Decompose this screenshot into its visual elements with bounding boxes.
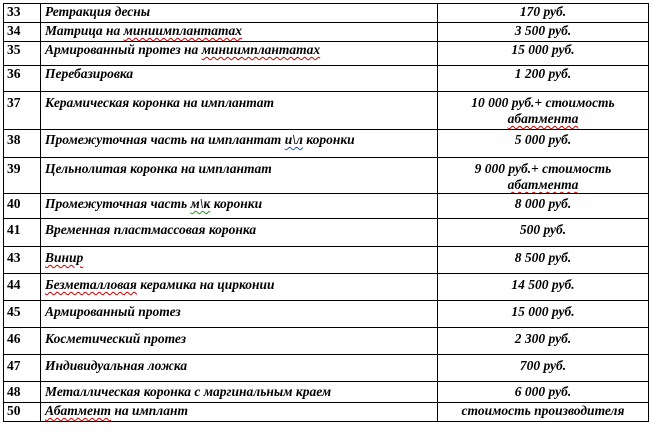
service-name [41,328,438,355]
table-row [4,219,649,247]
service-name [41,382,438,403]
price-value: 3 500 руб. [514,23,572,38]
service-text: Перебазировка [45,66,134,81]
row-number: 36 [4,66,41,92]
table-row [4,274,649,301]
price-cell [438,219,649,247]
row-number: 44 [4,274,41,301]
price-cell [438,92,649,130]
table-row [4,355,649,382]
price-value: 5 000 руб. [514,132,572,147]
price-cell [438,382,649,403]
row-number: 40 [4,194,41,219]
table-row [4,92,649,130]
service-text: Промежуточная часть на имплантат [45,132,285,147]
spellcheck-marked-word: Винир [45,250,84,265]
service-name [41,92,438,130]
price-cell [438,301,649,328]
service-text: Армированный протез [45,304,181,319]
price-value: 2 300 руб. [514,331,572,346]
price-cell [438,158,649,194]
spellcheck-marked-word: миниимплантатах [201,42,321,57]
price-cell [438,130,649,158]
grammar-marked-word: и\л [284,132,303,147]
row-number: 35 [4,42,41,66]
service-name [41,194,438,219]
price-cell [438,23,649,42]
price-value: 15 000 руб. [511,304,575,319]
service-text-tail: коронки [302,132,355,147]
price-cell [438,194,649,219]
row-number: 37 [4,92,41,130]
price-cell [438,403,649,422]
service-text: Временная пластмассовая коронка [45,222,257,237]
service-text: Металлическая коронка с маргинальным краем [45,384,332,399]
table-row [4,328,649,355]
price-cell [438,274,649,301]
service-text-tail: керамика на цирконии [136,277,275,292]
row-number: 46 [4,328,41,355]
row-number: 43 [4,247,41,274]
service-name [41,274,438,301]
table-row [4,4,649,23]
service-name [41,130,438,158]
service-text: Керамическая коронка на имплантат [45,95,275,110]
spellcheck-marked-word: Безметалловая [45,277,137,292]
price-value: 700 руб. [519,358,567,373]
service-name [41,403,438,422]
price-value: 15 000 руб. [511,42,575,57]
row-number: 48 [4,382,41,403]
price-value: 8 500 руб. [514,250,572,265]
price-value: 500 руб. [519,222,567,237]
service-name [41,23,438,42]
table-row [4,247,649,274]
table-row [4,42,649,66]
price-cell [438,355,649,382]
price-value: 6 000 руб. [514,384,572,399]
table-row [4,130,649,158]
price-table [3,3,649,422]
service-name [41,42,438,66]
table-row [4,66,649,92]
service-text: Цельнолитая коронка на имплантат [45,161,272,176]
service-text: Ретракция десны [45,4,151,19]
price-cell [438,328,649,355]
service-name [41,247,438,274]
spellcheck-marked-word: миниимплантатах [123,23,243,38]
price-value: 10 000 руб.+ стоимость [471,95,615,110]
grammar-marked-word: м\к [190,196,211,211]
service-text: Косметический протез [45,331,186,346]
price-value: стоимость производителя [461,403,625,418]
price-value: 1 200 руб. [514,66,572,81]
spellcheck-marked-word: абатмента [507,111,579,126]
row-number: 39 [4,158,41,194]
service-name [41,158,438,194]
price-cell [438,42,649,66]
service-text: Матрица на [45,23,124,38]
table-row [4,23,649,42]
table-row [4,403,649,422]
price-value: 170 руб. [519,4,567,19]
service-name [41,355,438,382]
service-name [41,4,438,23]
row-number: 33 [4,4,41,23]
service-text: Промежуточная часть [45,196,191,211]
price-cell [438,4,649,23]
row-number: 47 [4,355,41,382]
spellcheck-marked-word: абатмента [507,177,579,192]
price-value: 9 000 руб.+ стоимость [474,161,612,176]
row-number: 41 [4,219,41,247]
table-row [4,301,649,328]
service-name [41,219,438,247]
price-cell [438,247,649,274]
table-row [4,158,649,194]
row-number: 34 [4,23,41,42]
service-text: Армированный протез на [45,42,202,57]
row-number: 50 [4,403,41,422]
table-row [4,382,649,403]
price-value: 8 000 руб. [514,196,572,211]
spellcheck-marked-word: Абатмент [45,403,112,418]
service-name [41,66,438,92]
price-table-body [4,4,649,422]
price-value: 14 500 руб. [511,277,575,292]
price-cell [438,66,649,92]
row-number: 45 [4,301,41,328]
row-number: 38 [4,130,41,158]
service-text-tail: коронки [210,196,263,211]
service-text-tail: на имплант [111,403,188,418]
service-text: Индивидуальная ложка [45,358,188,373]
table-row [4,194,649,219]
service-name [41,301,438,328]
